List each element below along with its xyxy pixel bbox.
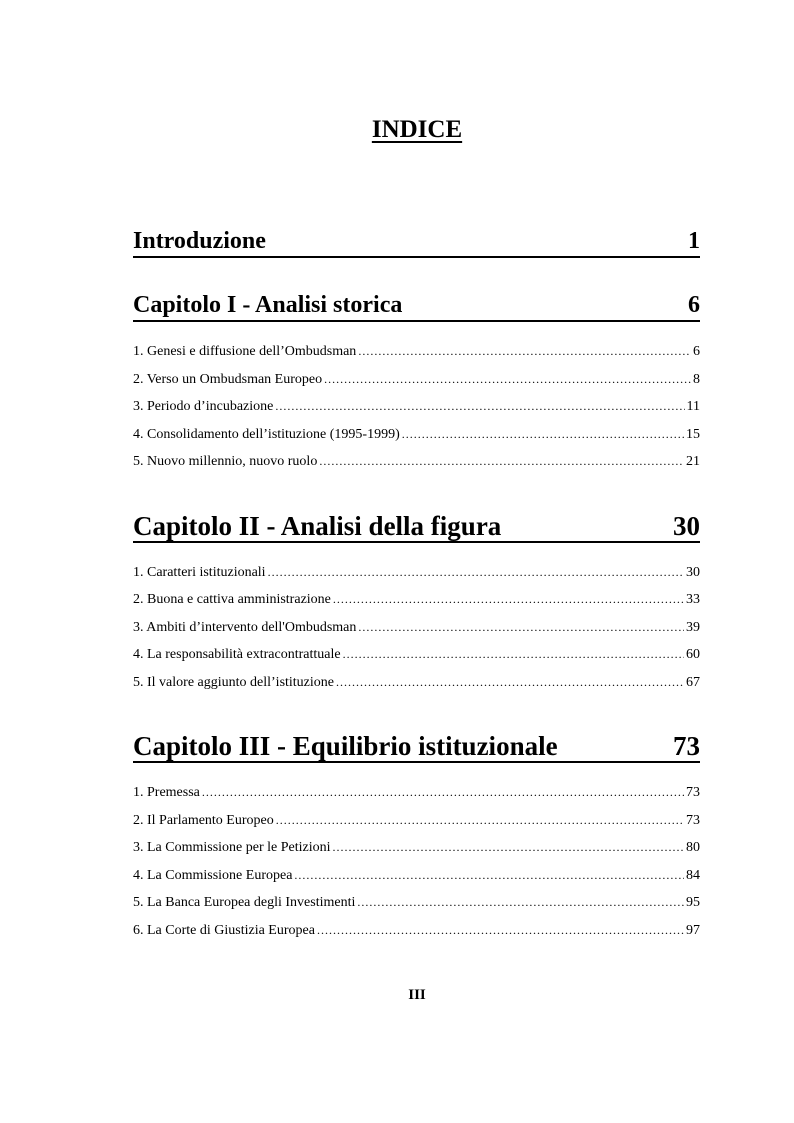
dot-leader: [357, 894, 684, 910]
chapter-page: 1: [688, 228, 700, 254]
chapter-2-sections: [133, 564, 700, 702]
entry-label: 4. La Commissione Europea: [133, 867, 293, 883]
entry-page: 30: [686, 564, 700, 580]
chapter-3-sections: [133, 784, 700, 949]
entry-label: 6. La Corte di Giustizia Europea: [133, 922, 315, 938]
chapter-1-sections: [133, 343, 700, 481]
toc-entry[interactable]: [133, 343, 700, 371]
dot-leader: [333, 591, 684, 607]
dot-leader: [333, 839, 684, 855]
chapter-page: 6: [688, 292, 700, 318]
entry-label: 3. Ambiti d’intervento dell'Ombudsman: [133, 619, 357, 635]
dot-leader: [202, 784, 684, 800]
entry-page: 39: [686, 619, 700, 635]
entry-label: 3. Periodo d’incubazione: [133, 399, 274, 414]
table-of-contents: [133, 226, 700, 949]
chapter-label: Capitolo I - Analisi storica: [133, 292, 403, 318]
page-title: INDICE: [371, 116, 463, 143]
toc-chapter-3[interactable]: [133, 731, 700, 763]
chapter-page: 30: [673, 510, 700, 541]
dot-leader: [358, 343, 691, 359]
entry-page: 73: [686, 812, 700, 828]
chapter-label: Capitolo III - Equilibrio istituzionale: [133, 731, 558, 761]
entry-page: 67: [686, 674, 700, 690]
dot-leader: [317, 922, 684, 938]
toc-entry[interactable]: [133, 453, 700, 481]
chapter-page: 73: [673, 731, 700, 761]
dot-leader: [336, 674, 684, 690]
toc-entry[interactable]: [133, 591, 700, 619]
toc-chapter-1[interactable]: [133, 290, 700, 322]
dot-leader: [268, 564, 684, 580]
dot-leader: [402, 426, 684, 442]
entry-page: 6: [693, 344, 700, 359]
entry-label: 1. Caratteri istituzionali: [133, 564, 266, 580]
toc-entry[interactable]: [133, 426, 700, 454]
dot-leader: [358, 619, 684, 635]
entry-page: 11: [686, 399, 700, 414]
entry-label: 4. La responsabilità extracontrattuale: [133, 647, 341, 662]
toc-entry[interactable]: [133, 646, 700, 674]
toc-introduction[interactable]: [133, 226, 700, 258]
entry-page: 73: [686, 785, 700, 800]
toc-entry[interactable]: [133, 674, 700, 702]
entry-page: 8: [693, 371, 700, 387]
entry-label: 5. La Banca Europea degli Investimenti: [133, 895, 356, 910]
toc-chapter-2[interactable]: [133, 511, 700, 543]
entry-page: 95: [686, 895, 700, 910]
entry-label: 1. Genesi e diffusione dell’Ombudsman: [133, 344, 357, 359]
dot-leader: [319, 453, 684, 469]
toc-entry[interactable]: [133, 619, 700, 647]
entry-label: 4. Consolidamento dell’istituzione (1995-1999): [133, 426, 400, 442]
toc-entry[interactable]: [133, 839, 700, 867]
entry-label: 3. La Commissione per le Petizioni: [133, 840, 331, 855]
entry-page: 60: [686, 647, 700, 662]
entry-page: 21: [686, 454, 700, 469]
entry-page: 15: [686, 426, 700, 442]
entry-label: 5. Nuovo millennio, nuovo ruolo: [133, 454, 318, 469]
toc-entry[interactable]: [133, 564, 700, 592]
toc-entry[interactable]: [133, 398, 700, 426]
entry-page: 84: [686, 867, 700, 883]
entry-page: 33: [686, 592, 700, 607]
entry-page: 80: [686, 840, 700, 855]
toc-entry[interactable]: [133, 922, 700, 950]
entry-label: 1. Premessa: [133, 785, 200, 800]
dot-leader: [324, 371, 691, 387]
toc-entry[interactable]: [133, 812, 700, 840]
toc-entry[interactable]: [133, 867, 700, 895]
toc-entry[interactable]: [133, 784, 700, 812]
dot-leader: [294, 867, 684, 883]
toc-entry[interactable]: [133, 371, 700, 399]
entry-label: 5. Il valore aggiunto dell’istituzione: [133, 674, 335, 690]
entry-page: 97: [686, 922, 700, 938]
dot-leader: [275, 398, 684, 414]
chapter-label: Introduzione: [133, 228, 266, 254]
page-number: III: [408, 987, 426, 1003]
entry-label: 2. Il Parlamento Europeo: [133, 812, 274, 828]
chapter-label: Capitolo II - Analisi della figura: [133, 510, 502, 541]
entry-label: 2. Buona e cattiva amministrazione: [133, 592, 331, 607]
toc-entry[interactable]: [133, 894, 700, 922]
dot-leader: [343, 646, 684, 662]
entry-label: 2. Verso un Ombudsman Europeo: [133, 371, 323, 387]
dot-leader: [276, 812, 684, 828]
